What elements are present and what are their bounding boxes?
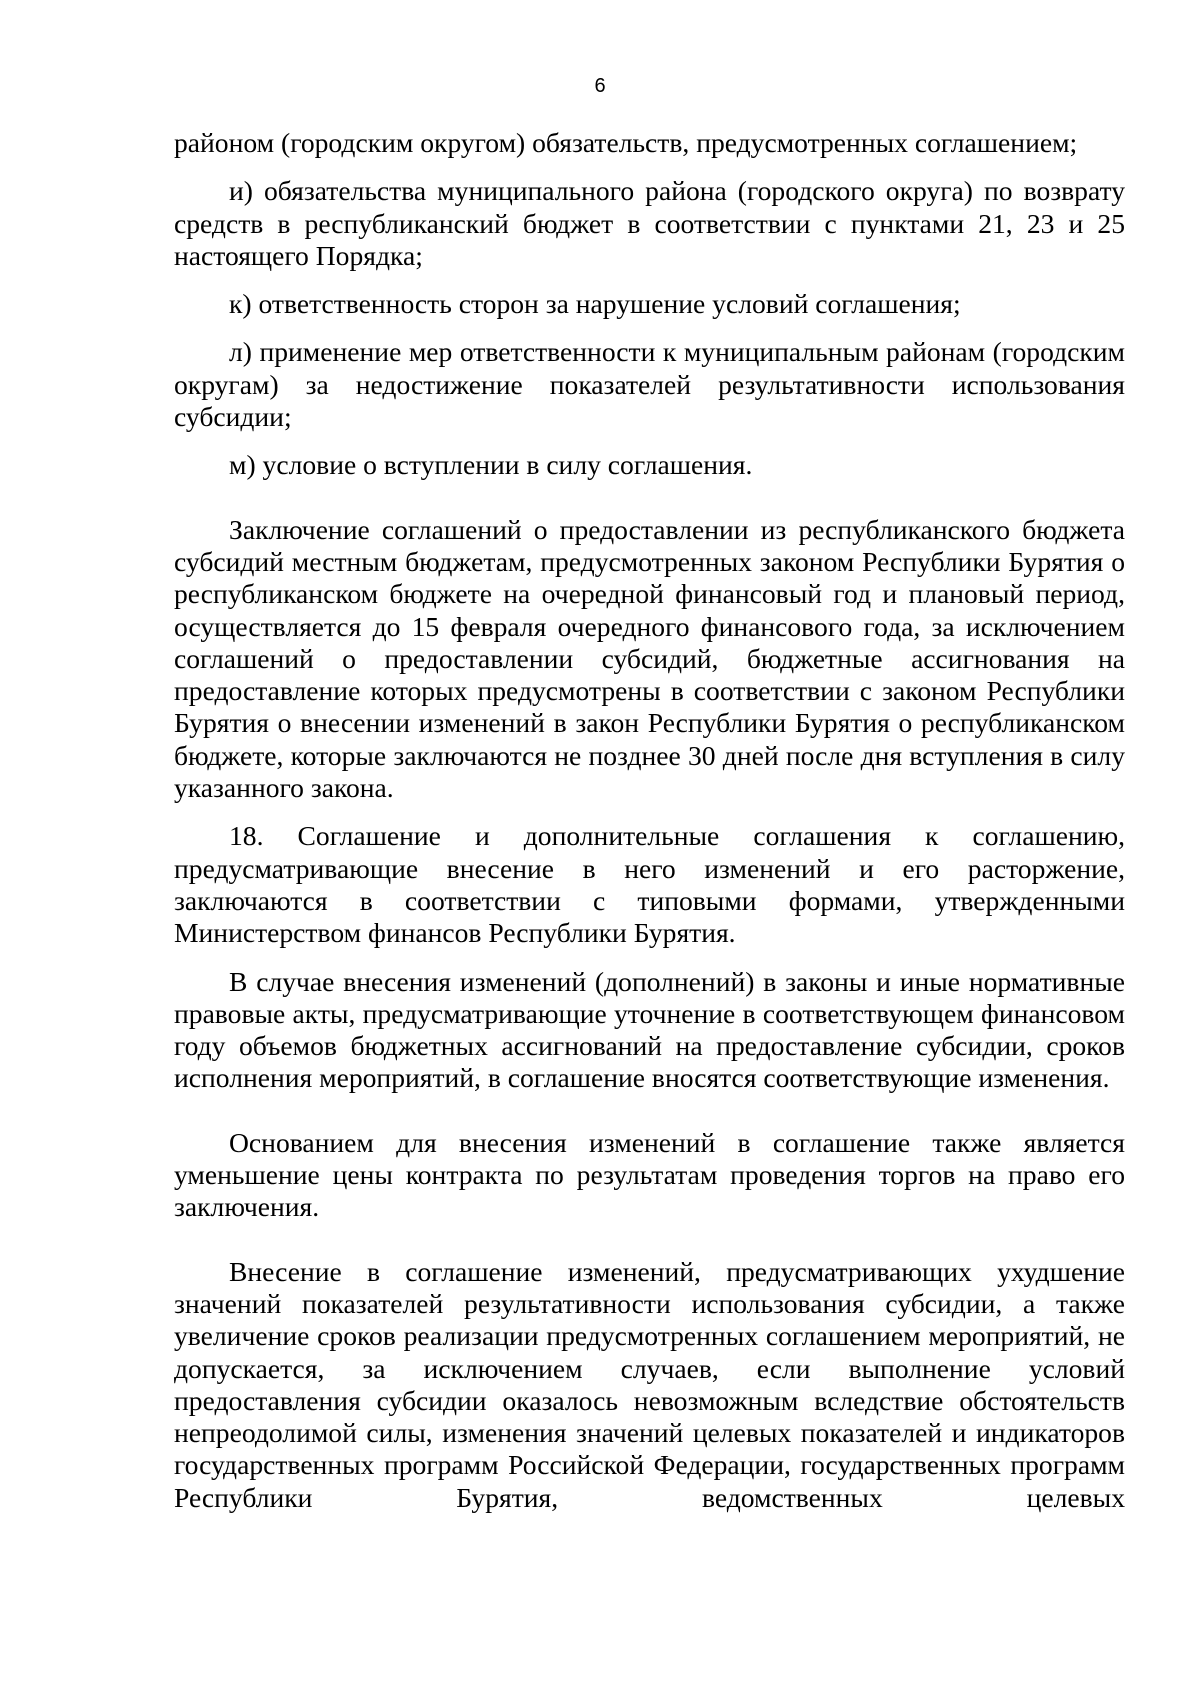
- paragraph-continuation: районом (городским округом) обязательств, предусмотренных соглашением;: [174, 127, 1078, 158]
- paragraph-contract-price: Основанием для внесения изменений в соглашение также является уменьшение цены контракта по результатам проведения торгов на право его заключения.: [174, 1126, 1125, 1223]
- paragraph-agreement-deadline: Заключение соглашений о предоставлении из республиканского бюджета субсидий местным бюджетам, предусмотренных законом Республики Бурятия о республиканском бюджете на очередной финансовый год и плановый период, осуществляется до 15 февраля очередного финансового года, за исключением соглашений о предоставлении субсидий, бюджетные ассигнования на предоставление которых предусмотрены в соответствии с законом Республики Бурятия о внесении изменений в закон Республики Бурятия о республиканском бюджете, которые заключаются не позднее 30 дней после дня вступления в силу указанного закона.: [174, 513, 1125, 804]
- paragraph-item-m: м) условие о вступлении в силу соглашения.: [229, 449, 753, 481]
- paragraph-clause-18: 18. Соглашение и дополнительные соглашения к соглашению, предусматривающие внесение в него изменений и его расторжение, заключаются в соответствии с типовыми формами, утвержденными Министерством финансов Республики Бурятия.: [174, 820, 1125, 949]
- paragraph-item-l: л) применение мер ответственности к муниципальным районам (городским округам) за недостижение показателей результативности использования субсидии;: [174, 336, 1125, 433]
- paragraph-amendments: В случае внесения изменений (дополнений) в законы и иные нормативные правовые акты, предусматривающие уточнение в соответствующем финансовом году объемов бюджетных ассигнований на предоставление субсидии, сроков исполнения мероприятий, в соглашение вносятся соответствующие изменения.: [174, 965, 1125, 1094]
- paragraph-deterioration: Внесение в соглашение изменений, предусматривающих ухудшение значений показателей результативности использования субсидии, а также увеличение сроков реализации предусмотренных соглашением мероприятий, не допускается, за исключением случаев, если выполнение условий предоставления субсидии оказалось невозможным вследствие обстоятельств непреодолимой силы, изменения значений целевых показателей и индикаторов государственных программ Российской Федерации, государственных программ Республики Бурятия, ведомственных целевых: [174, 1255, 1125, 1513]
- page-number: 6: [594, 75, 606, 97]
- paragraph-item-k: к) ответственность сторон за нарушение условий соглашения;: [229, 288, 961, 320]
- paragraph-item-i: и) обязательства муниципального района (городского округа) по возврату средств в республиканский бюджет в соответствии с пунктами 21, 23 и 25 настоящего Порядка;: [174, 175, 1125, 271]
- document-body: [174, 127, 1125, 1514]
